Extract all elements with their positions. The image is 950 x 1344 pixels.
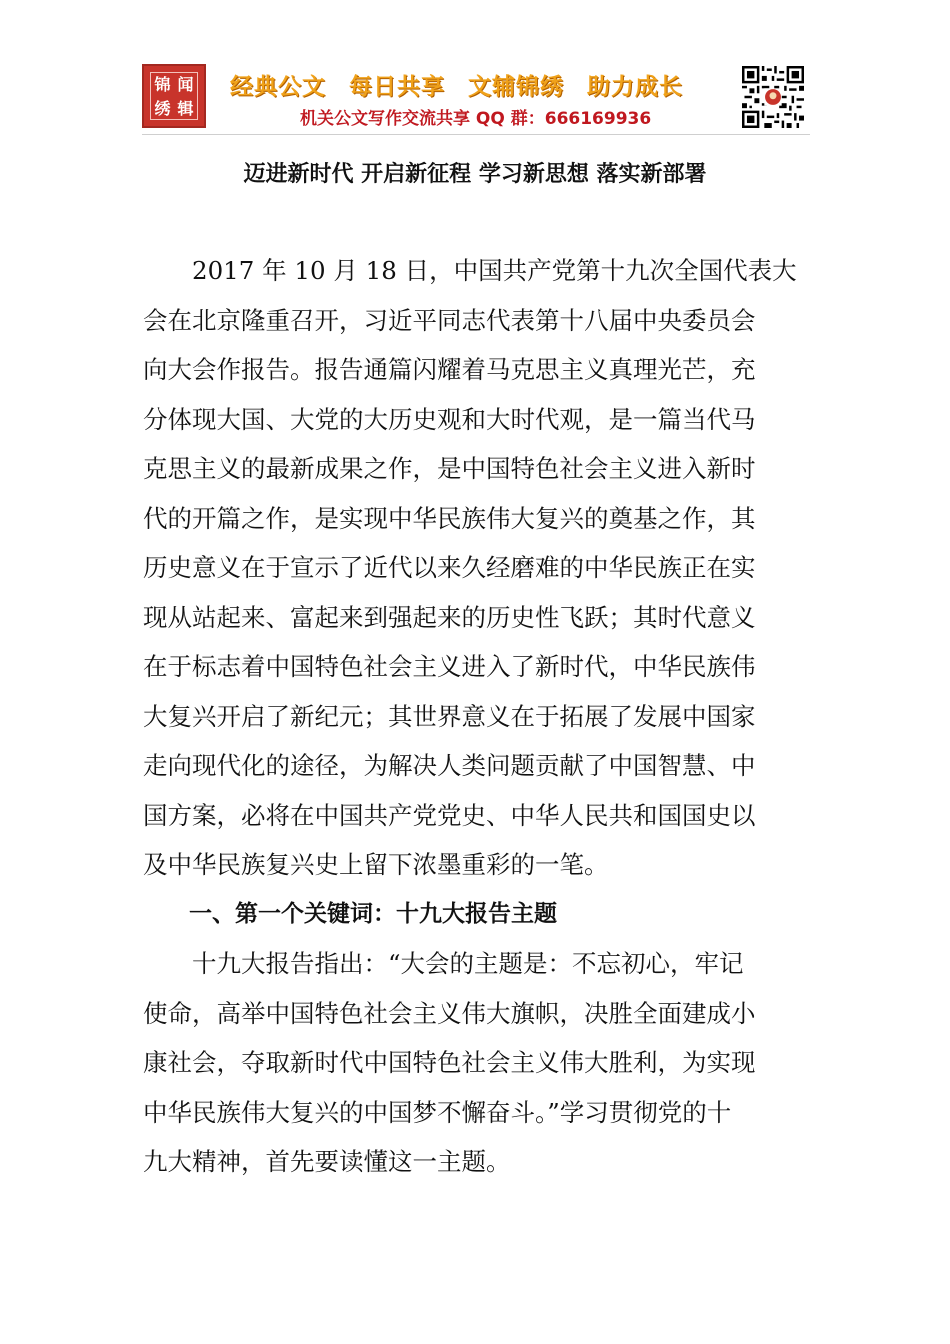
- logo-seal: [150, 72, 198, 120]
- paragraph-line: 2017 年 10 月 18 日，中国共产党第十九次全国代表大: [192, 256, 797, 285]
- header-slogan: [230, 68, 750, 101]
- slogan-part: 助力成长: [587, 74, 684, 100]
- paragraph-line: 大复兴开启了新纪元；其世界意义在于拓展了发展中国家: [143, 701, 756, 731]
- logo-char: 辑: [177, 99, 194, 118]
- qr-code-icon: [742, 66, 804, 128]
- paragraph-line: 走向现代化的途径，为解决人类问题贡献了中国智慧、中: [143, 751, 756, 780]
- paragraph-theme: [143, 939, 809, 1187]
- qq-group-line: 机关公文写作交流共享 QQ 群：666169936: [300, 109, 652, 129]
- paragraph-line: 现从站起来、富起来到强起来的历史性飞跃；其时代意义: [143, 602, 756, 632]
- logo-char: 绣: [154, 99, 171, 118]
- paragraph-line: 克思主义的最新成果之作，是中国特色社会主义进入新时: [143, 454, 756, 483]
- brand-logo: [142, 64, 206, 128]
- section-heading: 一、第一个关键词：十九大报告主题: [189, 900, 557, 927]
- paragraph-line: 分体现大国、大党的大历史观和大时代观，是一篇当代马: [143, 404, 756, 434]
- paragraph-line: 使命，高举中国特色社会主义伟大旗帜，决胜全面建成小: [143, 998, 756, 1028]
- paragraph-line: 十九大报告指出：“大会的主题是：不忘初心，牢记: [192, 949, 744, 978]
- document-header: [142, 62, 810, 136]
- paragraph-line: 中华民族伟大复兴的中国梦不懈奋斗。”学习贯彻党的十: [143, 1097, 732, 1127]
- paragraph-line: 会在北京隆重召开，习近平同志代表第十八届中央委员会: [143, 305, 756, 335]
- paragraph-line: 康社会，夺取新时代中国特色社会主义伟大胜利，为实现: [143, 1048, 756, 1077]
- paragraph-line: 向大会作报告。报告通篇闪耀着马克思主义真理光芒，充: [143, 355, 756, 384]
- paragraph-line: 九大精神，首先要读懂这一主题。: [143, 1147, 511, 1176]
- logo-char: 闻: [177, 75, 194, 94]
- document-title: 迈进新时代 开启新征程 学习新思想 落实新部署: [243, 162, 707, 187]
- paragraph-line: 及中华民族复兴史上留下浓墨重彩的一笔。: [143, 850, 609, 879]
- paragraph-line: 国方案，必将在中国共产党党史、中华人民共和国国史以: [143, 800, 756, 830]
- slogan-part: 每日共享: [349, 74, 446, 100]
- paragraph-line: 代的开篇之作，是实现中华民族伟大复兴的奠基之作，其: [143, 503, 756, 533]
- slogan-part: 文辅锦绣: [468, 74, 565, 100]
- paragraph-line: 在于标志着中国特色社会主义进入了新时代，中华民族伟: [143, 652, 756, 681]
- logo-char: 锦: [154, 75, 171, 94]
- header-divider: [142, 134, 810, 135]
- document-body: [143, 246, 809, 1187]
- slogan-part: 经典公文: [230, 74, 326, 100]
- paragraph-line: 历史意义在于宣示了近代以来久经磨难的中华民族正在实: [143, 553, 756, 582]
- paragraph-intro: [143, 246, 809, 890]
